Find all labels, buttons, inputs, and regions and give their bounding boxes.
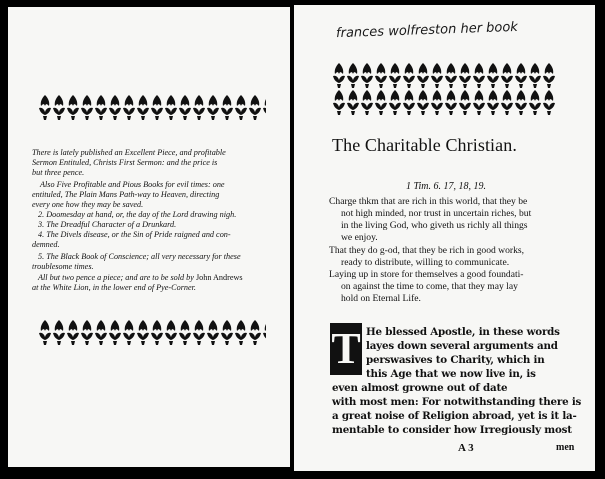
verse-line-7: Laying up in store for themselves a good foundati- — [329, 269, 524, 280]
signature-mark: A 3 — [458, 442, 474, 454]
left-page — [8, 7, 290, 467]
ad-line-4: Also Five Profitable and Pious Books for evil times: one — [40, 180, 225, 189]
page-title: The Charitable Christian. — [332, 135, 517, 155]
body-line-7: a great noise of Religion abroad, yet is it la- — [332, 410, 577, 422]
top-ornament-band — [38, 94, 266, 121]
body-line-5: even almost growne out of date — [332, 382, 508, 394]
verse-line-2: not high minded, nor trust in uncertain riches, but — [341, 208, 532, 219]
verse-line-5: That they do g-od, that they be rich in good works, — [329, 245, 525, 256]
body-line-3: perswasives to Charity, which in — [366, 354, 545, 366]
body-line-6: with most men: For notwithstanding there is — [332, 396, 582, 408]
drop-cap: T — [331, 324, 361, 373]
ad-line-10: demned. — [32, 240, 60, 249]
ad-line-5: entituled, The Plain Mans Path-way to Heaven, directing — [32, 190, 220, 199]
verse-line-6: ready to distribute, willing to communicate. — [341, 257, 510, 268]
ad-line-13 — [38, 273, 288, 283]
scripture-reference: 1 Tim. 6. 17, 18, 19. — [406, 181, 487, 192]
body-line-2: layes down several arguments and — [366, 340, 558, 352]
verse-line-1: Charge thkm that are rich in this world, that they be — [329, 196, 528, 207]
ad-line-6: every one how they may be saved. — [32, 200, 144, 209]
ad-line-2: Sermon Entituled, Christs First Sermon: and the price is — [32, 158, 218, 167]
ad-line-13-text: All but two pence a piece; and are to be sold by — [38, 273, 194, 282]
title-ornament-band-2 — [332, 89, 556, 115]
verse-line-8: on against the time to come, that they may lay — [341, 281, 518, 292]
handwritten-signature: frances wolfreston her book — [335, 19, 519, 42]
catchword: men — [556, 442, 575, 453]
verse-line-9: hold on Eternal Life. — [341, 293, 421, 304]
ad-line-1: There is lately published an Excellent Piece, and profitable — [32, 148, 226, 157]
ad-line-9: 4. The Divels disease, or the Sin of Pride raigned and con- — [38, 230, 231, 239]
verse-line-3: in the living God, who giveth us richly all things — [341, 220, 528, 231]
bottom-ornament-band — [38, 319, 266, 346]
body-line-4: this Age that we now live in, is — [366, 368, 536, 380]
ad-line-8: 3. The Dreadful Character of a Drunkard. — [38, 220, 177, 229]
title-ornament-band-1 — [332, 62, 556, 88]
body-line-1: He blessed Apostle, in these words — [366, 326, 560, 338]
printer-name: John Andrews — [195, 273, 243, 282]
ad-line-3: but three pence. — [32, 168, 85, 177]
ad-line-12: troublesome times. — [32, 262, 94, 271]
ad-line-11: 5. The Black Book of Conscience; all very necessary for these — [38, 252, 241, 261]
ad-line-14: at the White Lion, in the lower end of Pye-Corner. — [32, 283, 196, 292]
ad-line-7: 2. Doomesday at hand, or, the day of the Lord drawing nigh. — [38, 210, 237, 219]
body-line-8: mentable to consider how Irregiously most — [332, 424, 572, 436]
verse-line-4: we enjoy. — [341, 232, 378, 243]
right-page — [294, 5, 595, 471]
